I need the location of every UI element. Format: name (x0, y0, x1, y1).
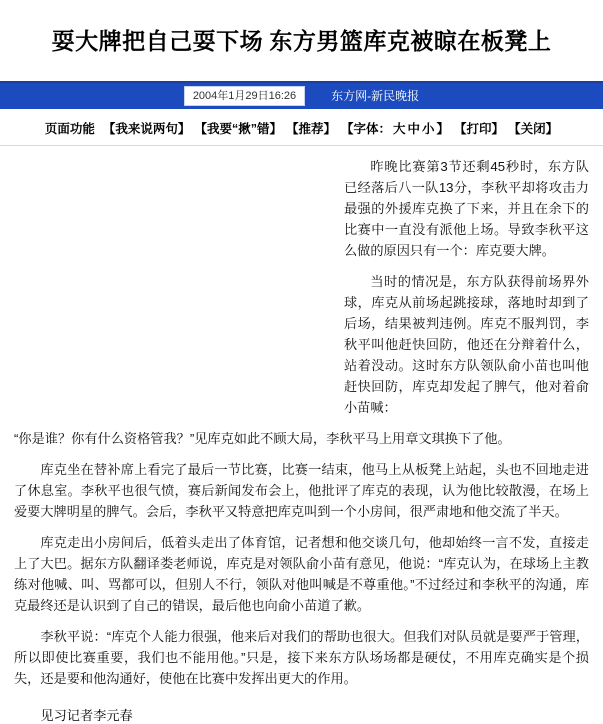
font-size-medium[interactable]: 中 (407, 121, 421, 136)
page-function-toolbar (0, 109, 603, 146)
close-button[interactable]: 【关闭】 (508, 121, 559, 136)
toolbar-label: 页面功能 (44, 121, 95, 136)
publish-date: 2004年1月29日16:26 (184, 86, 305, 106)
font-size-prefix: 【字体： (340, 121, 391, 136)
article-paragraph: 李秋平说：“库克个人能力很强，他来后对我们的帮助也很大。但我们对队员就是要严于管理，所以即使比赛重要，我们也不能用他。”只是，接下来东方队场场都是硬仗，不用库克确实是个损失，还是要和他沟通好，使他在比赛中发挥出更大的作用。 (14, 628, 589, 686)
print-button[interactable]: 【打印】 (454, 121, 505, 136)
article-paragraph: 当时的情况是，东方队获得前场界外球，库克从前场起跳接球，落地时却到了后场，结果被判违例。库克不服判罚，李秋平叫他赶快回防，他还在分辩着什么，站着没动。这时东方队领队俞小苗也叫他赶快回防，库克却发起了脾气，他对着俞小苗喊： (344, 273, 589, 415)
page-title: 耍大牌把自己耍下场 东方男篮库克被晾在板凳上 (51, 29, 552, 55)
font-size-group (340, 119, 450, 137)
source-label: 东方网-新民晚报 (331, 89, 420, 104)
article-paragraph: 库克走出小房间后，低着头走出了体育馆，记者想和他交谈几句，他却始终一言不发，直接走上了大巴。据东方队翻译娄老师说，库克是对领队俞小苗有意见，他说：“库克认为，在球场上主教练对他喊、叫、骂都可以，但别人不行，领队对他叫喊是不尊重他。”不过经过和李秋平的沟通，库克最终还是认识到了自己的错误，最后他也向俞小苗道了歉。 (14, 534, 589, 613)
article-paragraph: 库克坐在替补席上看完了最后一节比赛，比赛一结束，他马上从板凳上站起，头也不回地走进了休息室。李秋平也很气愤，赛后新闻发布会上，他批评了库克的表现，认为他比较散漫，在场上爱要大牌明星的脾气。会后，李秋平又特意把库克叫到一个小房间，很严肃地和他交流了半天。 (14, 461, 589, 519)
comment-button[interactable]: 【我来说两句】 (102, 121, 191, 136)
article-body (0, 146, 603, 689)
article-paragraph: 昨晚比赛第3节还剩45秒时，东方队已经落后八一队13分，李秋平却将攻击力最强的外援库克换了下来，并且在余下的比赛中一直没有派他上场。导致李秋平这么做的原因只有一个：库克要大牌。 (344, 158, 589, 258)
meta-bar (0, 83, 603, 109)
article-paragraph: “你是谁？你有什么资格管我？”见库克如此不顾大局，李秋平马上用章文琪换下了他。 (14, 430, 511, 446)
article-byline: 见习记者李元春 (40, 707, 133, 723)
top-spacer (0, 0, 603, 2)
font-size-small[interactable]: 小 (422, 121, 435, 136)
recommend-button[interactable]: 【推荐】 (285, 121, 336, 136)
report-error-button[interactable]: 【我要“揪”错】 (194, 121, 282, 136)
font-size-large[interactable]: 大 (392, 121, 406, 136)
font-size-suffix: 】 (436, 121, 450, 136)
